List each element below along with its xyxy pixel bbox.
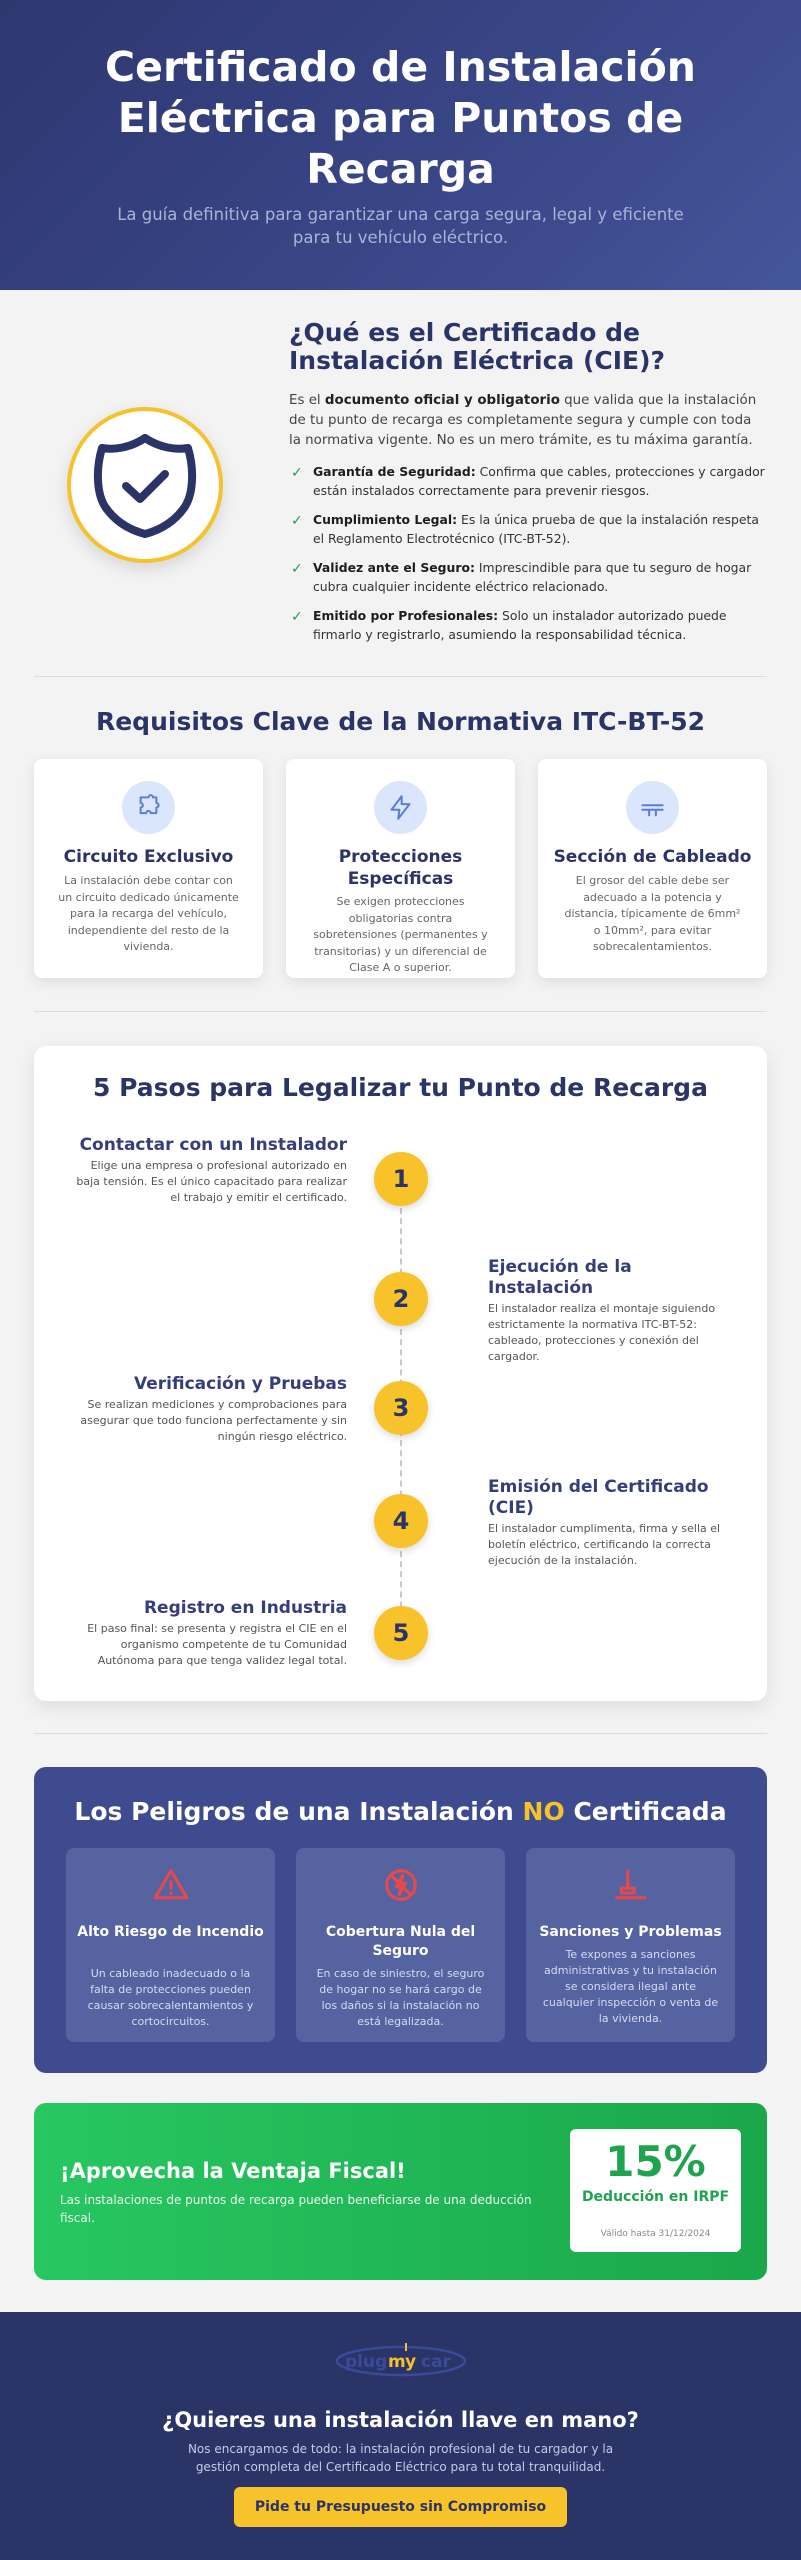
step-2: [488, 1257, 738, 1365]
cie-heading: ¿Qué es el Certificado de Instalación Eléctrica (CIE)?: [289, 318, 666, 375]
list-item: ✓ Garantía de Seguridad: Confirma que cables, protecciones y cargador están instalados correctamente para prevenir riesgos.: [291, 464, 765, 498]
section-divider: [34, 676, 767, 677]
requirement-text: El grosor del cable debe ser adecuado a la potencia y distancia, típicamente de 6mm² o 10mm², para evitar sobrecalentamientos.: [564, 874, 741, 953]
hero-banner: [0, 0, 801, 290]
section-divider: [34, 1011, 767, 1012]
step-1: [64, 1135, 347, 1206]
step-text: El paso final: se presenta y registra el CIE en el organismo competente de tu Comunidad Autónoma para que tenga validez legal total.: [87, 1622, 347, 1667]
danger-title: Alto Riesgo de Incendio: [77, 1924, 264, 1940]
warning-icon: [152, 1866, 190, 1904]
fiscal-title: ¡Aprovecha la Ventaja Fiscal!: [60, 2159, 406, 2183]
step-title: Emisión del Certificado (CIE): [488, 1477, 709, 1518]
fiscal-text: Las instalaciones de puntos de recarga pueden beneficiarse de una deducción fiscal.: [60, 2193, 532, 2225]
step-text: Elige una empresa o profesional autorizado en baja tensión. Es el único capacitado para realizar el trabajo y emitir el certificado.: [76, 1159, 347, 1204]
requirement-title: Protecciones Específicas: [338, 847, 463, 889]
footer-title: ¿Quieres una instalación llave en mano?: [162, 2408, 639, 2432]
deduction-percent: 15%: [605, 2137, 706, 2186]
requirement-card: [34, 759, 263, 978]
list-item: ✓ Emitido por Profesionales: Solo un instalador autorizado puede firmarlo y registrarlo, asumiendo la responsabilidad técnica.: [291, 608, 727, 642]
cie-benefits-list: [289, 462, 767, 654]
fiscal-banner: [34, 2103, 767, 2280]
svg-text:m: m: [388, 2352, 406, 2372]
deduction-box: [570, 2129, 741, 2252]
svg-text:y: y: [405, 2352, 417, 2372]
step-title: Registro en Industria: [143, 1598, 347, 1618]
svg-text:car: car: [421, 2352, 451, 2372]
bolt-icon: [374, 781, 427, 834]
danger-text: En caso de siniestro, el seguro de hogar no se hará cargo de los daños si la instalación no está legalizada.: [316, 1967, 485, 2028]
step-text: Se realizan mediciones y comprobaciones para asegurar que todo funciona perfectamente y sin ningún riesgo eléctrico.: [80, 1398, 347, 1443]
check-icon: ✓: [291, 561, 303, 577]
check-icon: ✓: [291, 513, 303, 529]
danger-card: [66, 1848, 275, 2042]
step-number: 5: [374, 1606, 428, 1660]
shield-badge: [67, 407, 223, 563]
danger-card: [526, 1848, 735, 2042]
deduction-label: Deducción en IRPF: [581, 2189, 730, 2205]
step-number: 4: [374, 1494, 428, 1548]
steps-heading: 5 Pasos para Legalizar tu Punto de Recarga: [93, 1073, 708, 1102]
requirement-title: Sección de Cableado: [553, 847, 752, 867]
steps-section: [34, 1046, 767, 1701]
step-4: [488, 1477, 738, 1569]
cable-icon: [626, 781, 679, 834]
step-title: Contactar con un Instalador: [79, 1135, 347, 1155]
dangers-heading: Los Peligros de una Instalación NO Certificada: [74, 1797, 727, 1826]
puzzle-icon: [122, 781, 175, 834]
plugmycar-logo[interactable]: [333, 2339, 469, 2379]
requirement-text: Se exigen protecciones obligatorias contra sobretensiones (permanentes y transitorias) y un diferencial de Clase A o superior.: [313, 895, 488, 974]
list-item: ✓ Cumplimiento Legal: Es la única prueba de que la instalación respeta el Reglamento Electrotécnico (ITC-BT-52).: [291, 512, 759, 546]
gavel-icon: [612, 1866, 650, 1904]
page-title: Certificado de Instalación Eléctrica para Puntos de Recarga: [105, 43, 696, 193]
step-number: 1: [374, 1152, 428, 1206]
danger-text: Te expones a sanciones administrativas y tu instalación se considera ilegal ante cualquier inspección o venta de la vivienda.: [542, 1948, 719, 2025]
step-title: Verificación y Pruebas: [134, 1374, 347, 1394]
requirement-card: [538, 759, 767, 978]
no-bolt-icon: [382, 1866, 420, 1904]
svg-text:plug: plug: [345, 2352, 388, 2372]
check-icon: ✓: [291, 465, 303, 481]
step-number: 2: [374, 1272, 428, 1326]
footer-cta: [0, 2312, 801, 2560]
danger-title: Cobertura Nula del Seguro: [325, 1924, 476, 1959]
section-divider: [34, 1733, 767, 1734]
step-text: El instalador realiza el montaje siguiendo estrictamente la normativa ITC-BT-52: cableado, protecciones y conexión del cargador.: [488, 1302, 716, 1363]
step-text: El instalador cumplimenta, firma y sella el boletín eléctrico, certificando la correcta ejecución de la instalación.: [488, 1522, 721, 1567]
step-3: [64, 1374, 347, 1445]
requirement-card: [286, 759, 515, 978]
requirements-heading: Requisitos Clave de la Normativa ITC-BT-52: [95, 707, 706, 736]
danger-title: Sanciones y Problemas: [539, 1924, 722, 1940]
quote-button[interactable]: Pide tu Presupuesto sin Compromiso: [234, 2487, 567, 2527]
hero-subtitle: La guía definitiva para garantizar una carga segura, legal y eficiente para tu vehículo eléctrico.: [117, 205, 684, 247]
step-title: Ejecución de la Instalación: [488, 1257, 632, 1298]
requirement-text: La instalación debe contar con un circuito dedicado únicamente para la recarga del vehículo, independiente del resto de la vivienda.: [58, 874, 239, 953]
shield-check-icon: [88, 428, 202, 542]
deduction-validity: Válido hasta 31/12/2024: [600, 2229, 711, 2239]
footer-text: Nos encargamos de todo: la instalación profesional de tu cargador y la gestión completa del Certificado Eléctrico para tu total tranquilidad.: [187, 2442, 614, 2474]
dangers-section: [34, 1767, 767, 2073]
step-number: 3: [374, 1381, 428, 1435]
danger-text: Un cableado inadecuado o la falta de protecciones pueden causar sobrecalentamientos y cortocircuitos.: [87, 1967, 254, 2028]
step-5: [64, 1598, 347, 1669]
list-item: ✓ Validez ante el Seguro: Imprescindible para que tu seguro de hogar cubra cualquier incidente eléctrico relacionado.: [291, 560, 752, 594]
danger-card: [296, 1848, 505, 2042]
cie-intro: Es el documento oficial y obligatorio que valida que la instalación de tu punto de recarga es completamente segura y cumple con toda la normativa vigente. No es un mero trámite, es tu máxima garantía.: [289, 393, 757, 448]
requirement-title: Circuito Exclusivo: [63, 847, 234, 867]
check-icon: ✓: [291, 609, 303, 625]
